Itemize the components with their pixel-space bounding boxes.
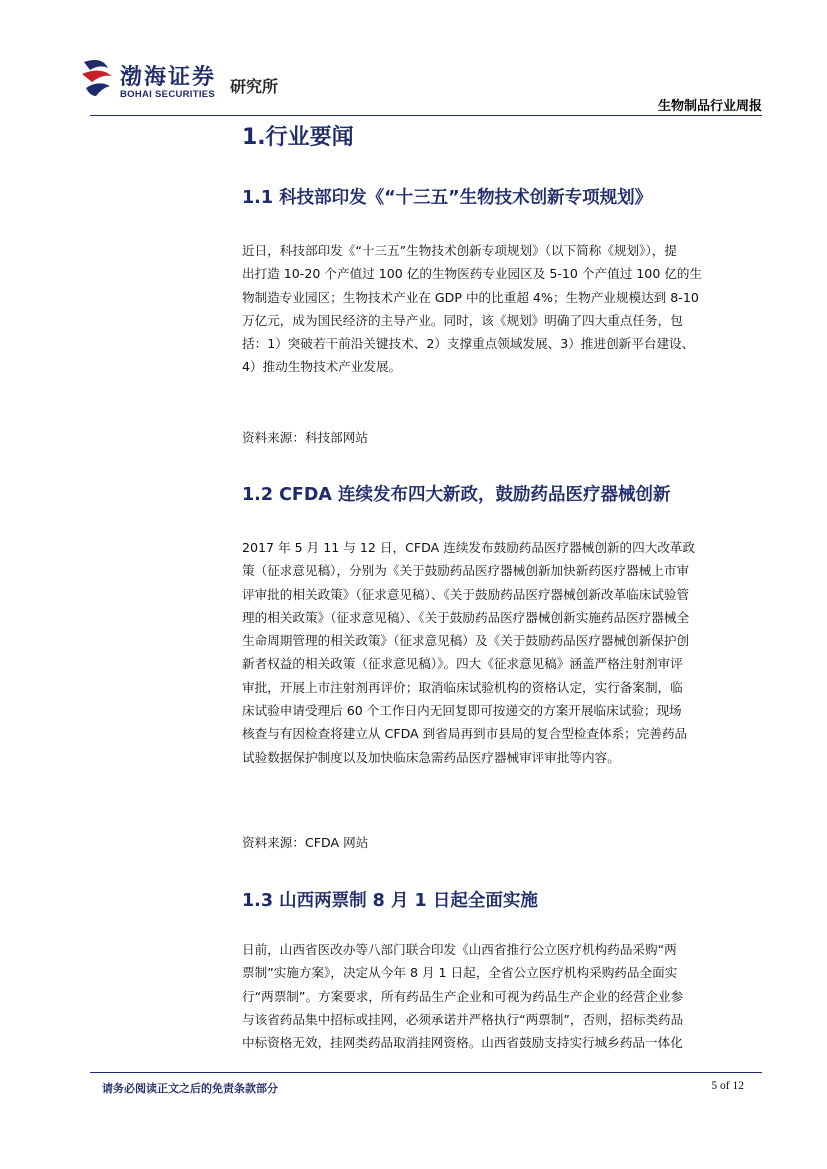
- article-source-1-2: 资料来源：CFDA 网站: [242, 835, 369, 850]
- bohai-logo-icon: [80, 58, 114, 98]
- body-line: 2017 年 5 月 11 与 12 日，CFDA 连续发布鼓励药品医疗器械创新的四大改革政: [242, 540, 696, 555]
- body-line: 与该省药品集中招标或挂网，必须承诺并严格执行“两票制”，否则，招标类药品: [242, 1011, 684, 1027]
- body-line: 出打造 10-20 个产值过 100 亿的生物医药专业园区及 5-10 个产值过 100 亿的生: [242, 266, 703, 282]
- body-line: 物制造专业园区；生物技术产业在 GDP 中的比重超 4%；生物产业规模达到 8-10: [242, 289, 699, 305]
- body-line: 审批，开展上市注射剂再评价；取消临床试验机构的资格认定，实行备案制，临: [242, 679, 683, 695]
- body-line: 新者权益的相关政策（征求意见稿）》。四大《征求意见稿》涵盖严格注射剂审评: [242, 656, 683, 672]
- disclaimer-text: 请务必阅读正文之后的免责条款部分: [102, 1082, 278, 1095]
- article-title-1-1: 1.1 科技部印发《“十三五”生物技术创新专项规划》: [242, 188, 653, 208]
- body-line: 近日，科技部印发《“十三五”生物技术创新专项规划》（以下简称《规划》），提: [242, 243, 677, 258]
- section-title: 1.行业要闻: [242, 125, 354, 150]
- page-header: [80, 56, 762, 116]
- body-line: 理的相关政策》（征求意见稿）、《关于鼓励药品医疗器械创新实施药品医疗器械全: [242, 609, 690, 625]
- body-line: 行“两票制”。方案要求，所有药品生产企业和可视为药品生产企业的经营企业参: [242, 988, 684, 1004]
- body-line: 策（征求意见稿），分别为《关于鼓励药品医疗器械创新加快新药医疗器械上市审: [242, 563, 690, 579]
- body-line: 评审批的相关政策》（征求意见稿）、《关于鼓励药品医疗器械创新改革临床试验管: [242, 586, 690, 602]
- logo-chinese-name: 渤海证券: [120, 64, 217, 90]
- body-line: 括：1）突破若干前沿关键技术、2）支撑重点领域发展、3）推进创新平台建设、: [242, 336, 695, 352]
- report-type-label: 生物制品行业周报: [657, 99, 762, 114]
- body-line: 试验数据保护制度以及加快临床急需药品医疗器械审评审批等内容。: [242, 749, 620, 765]
- article-body-1-2: [242, 536, 755, 769]
- logo-english-name: BOHAI SECURITIES: [120, 89, 216, 100]
- body-line: 生命周期管理的相关政策》（征求意见稿）及《关于鼓励药品医疗器械创新保护创: [242, 633, 690, 649]
- article-title-1-2: 1.2 CFDA 连续发布四大新政，鼓励药品医疗器械创新: [242, 485, 671, 505]
- article-body-1-1: [242, 239, 755, 379]
- body-line: 票制”实施方案》，决定从今年 8 月 1 日起，全省公立医疗机构采购药品全面实: [242, 965, 678, 981]
- body-line: 核查与有因检查将建立从 CFDA 到省局再到市县局的复合型检查体系；完善药品: [242, 726, 688, 742]
- body-line: 床试验申请受理后 60 个工作日内无回复即可按递交的方案开展临床试验；现场: [242, 703, 682, 719]
- header-divider: [90, 115, 762, 116]
- institute-label: 研究所: [230, 77, 279, 96]
- footer-divider: [90, 1072, 762, 1073]
- page-number: 5 of 12: [711, 1080, 744, 1092]
- article-body-1-3: [242, 938, 755, 1054]
- body-line: 4）推动生物技术产业发展。: [242, 359, 402, 375]
- body-line: 中标资格无效，挂网类药品取消挂网资格。山西省鼓励支持实行城乡药品一体化: [242, 1035, 683, 1051]
- article-title-1-3: 1.3 山西两票制 8 月 1 日起全面实施: [242, 891, 538, 911]
- body-line: 万亿元，成为国民经济的主导产业。同时，该《规划》明确了四大重点任务，包: [242, 312, 683, 328]
- body-line: 日前，山西省医改办等八部门联合印发《山西省推行公立医疗机构药品采购“两: [242, 942, 677, 957]
- article-source-1-1: 资料来源：科技部网站: [242, 430, 368, 445]
